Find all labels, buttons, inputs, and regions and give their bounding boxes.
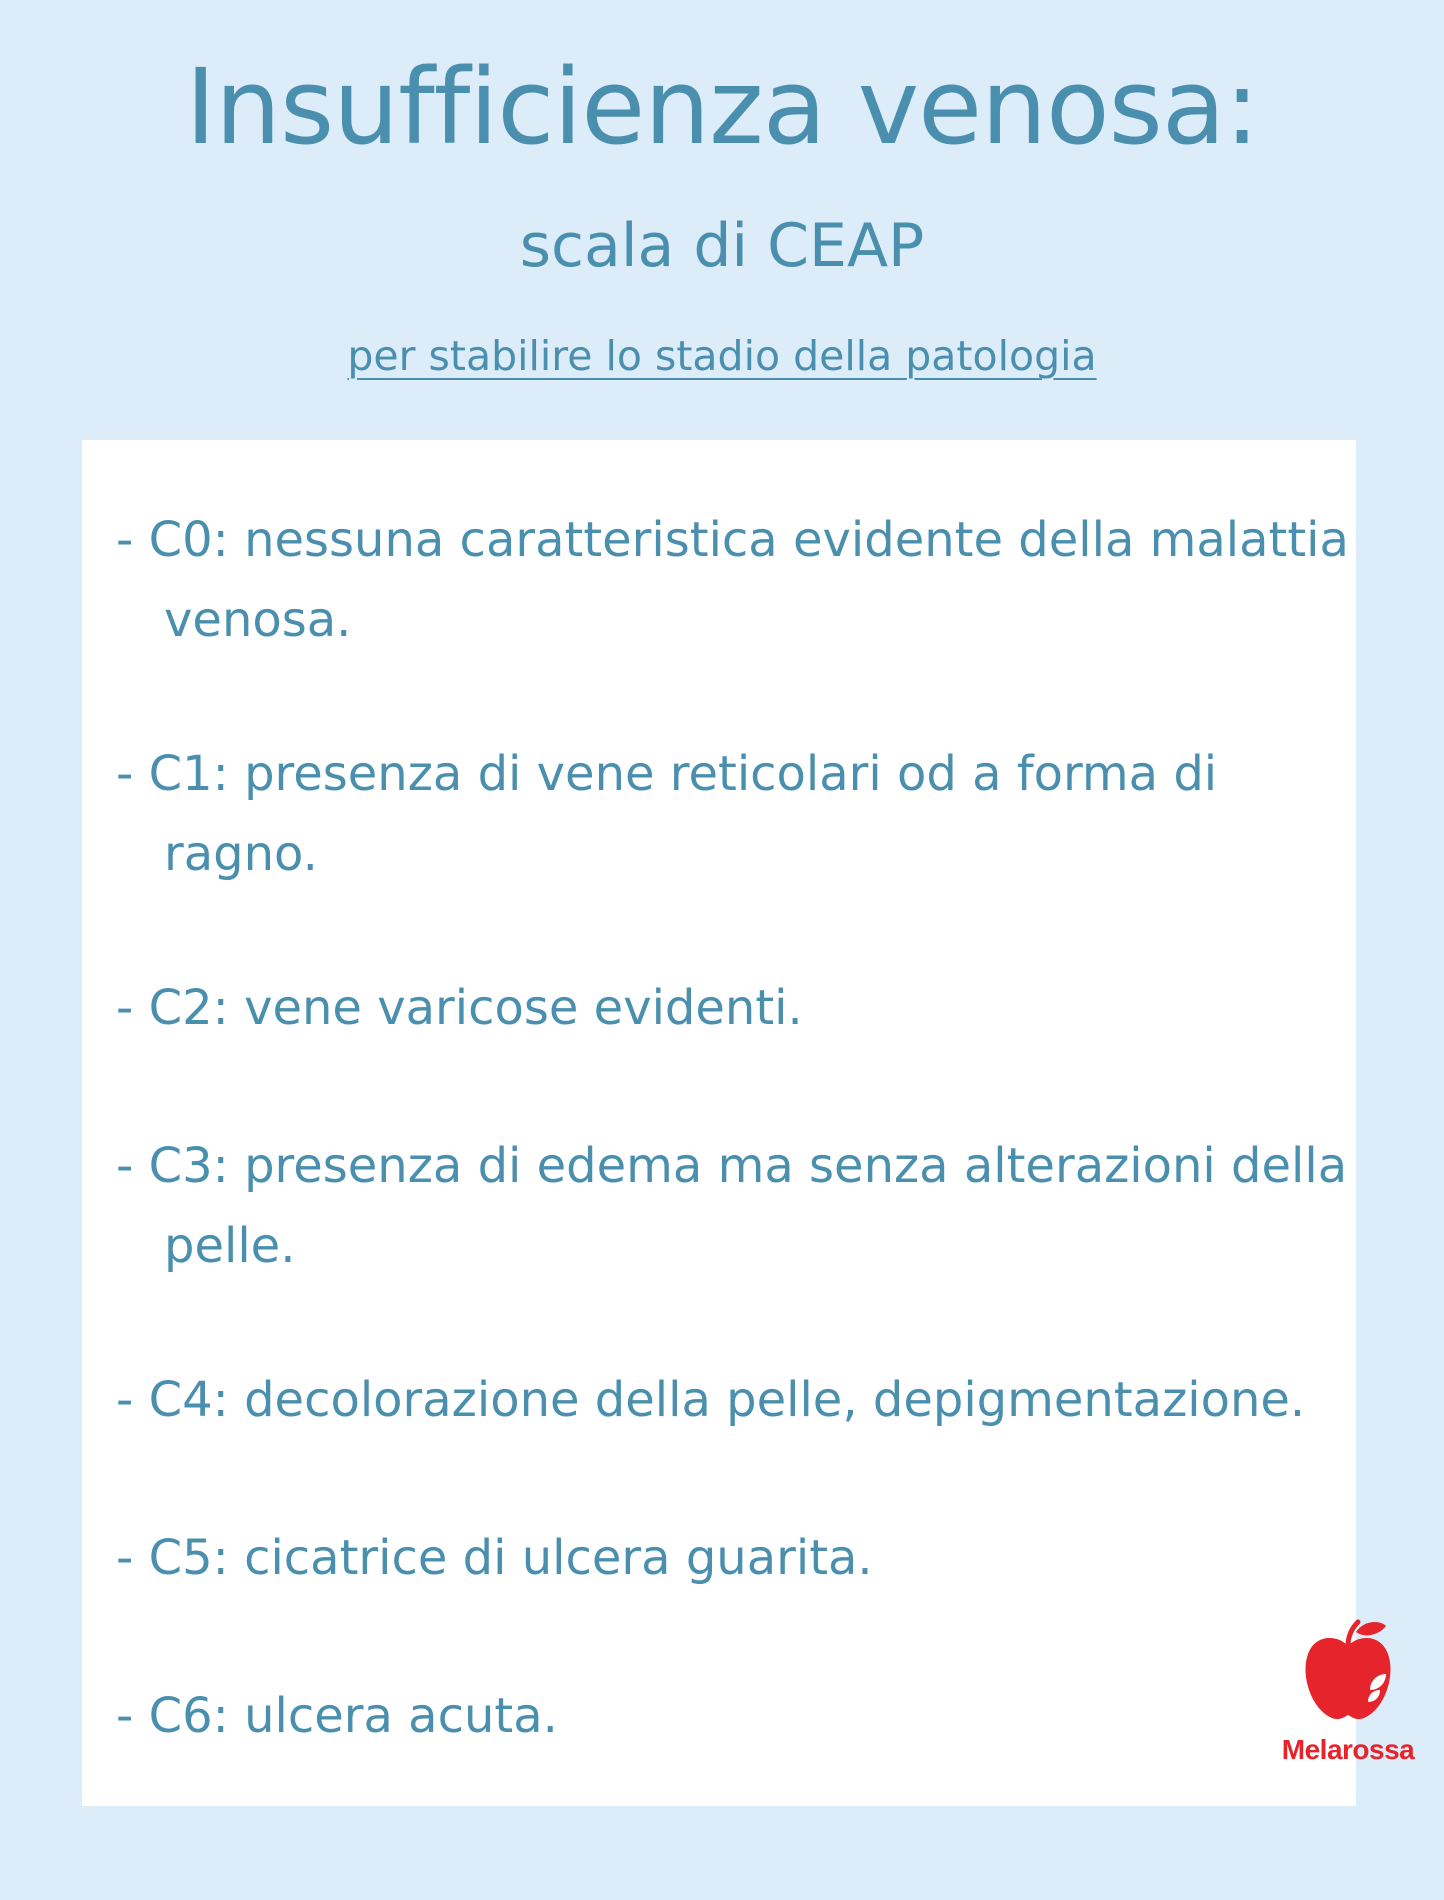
brand-logo: [1268, 1618, 1428, 1766]
page-title: Insufficienza venosa:: [185, 46, 1259, 168]
stage-c5: - C5: cicatrice di ulcera guarita.: [116, 1530, 873, 1586]
stages-card: [82, 440, 1415, 1806]
stage-c0: - C0: nessuna caratteristica evidente della malattia venosa.: [116, 512, 1349, 648]
stage-c6: - C6: ulcera acuta.: [116, 1688, 558, 1744]
apple-icon: [1298, 1618, 1398, 1728]
stage-c4: - C4: decolorazione della pelle, depigmentazione.: [116, 1372, 1306, 1428]
brand-name: Melarossa: [1281, 1734, 1415, 1765]
tagline: per stabilire lo stadio della patologia: [347, 332, 1097, 380]
stage-c2: - C2: vene varicose evidenti.: [116, 980, 803, 1036]
stage-c3: - C3: presenza di edema ma senza alterazioni della pelle.: [116, 1138, 1348, 1274]
page-subtitle: scala di CEAP: [519, 211, 925, 281]
stage-c1: - C1: presenza di vene reticolari od a forma di ragno.: [116, 746, 1218, 882]
